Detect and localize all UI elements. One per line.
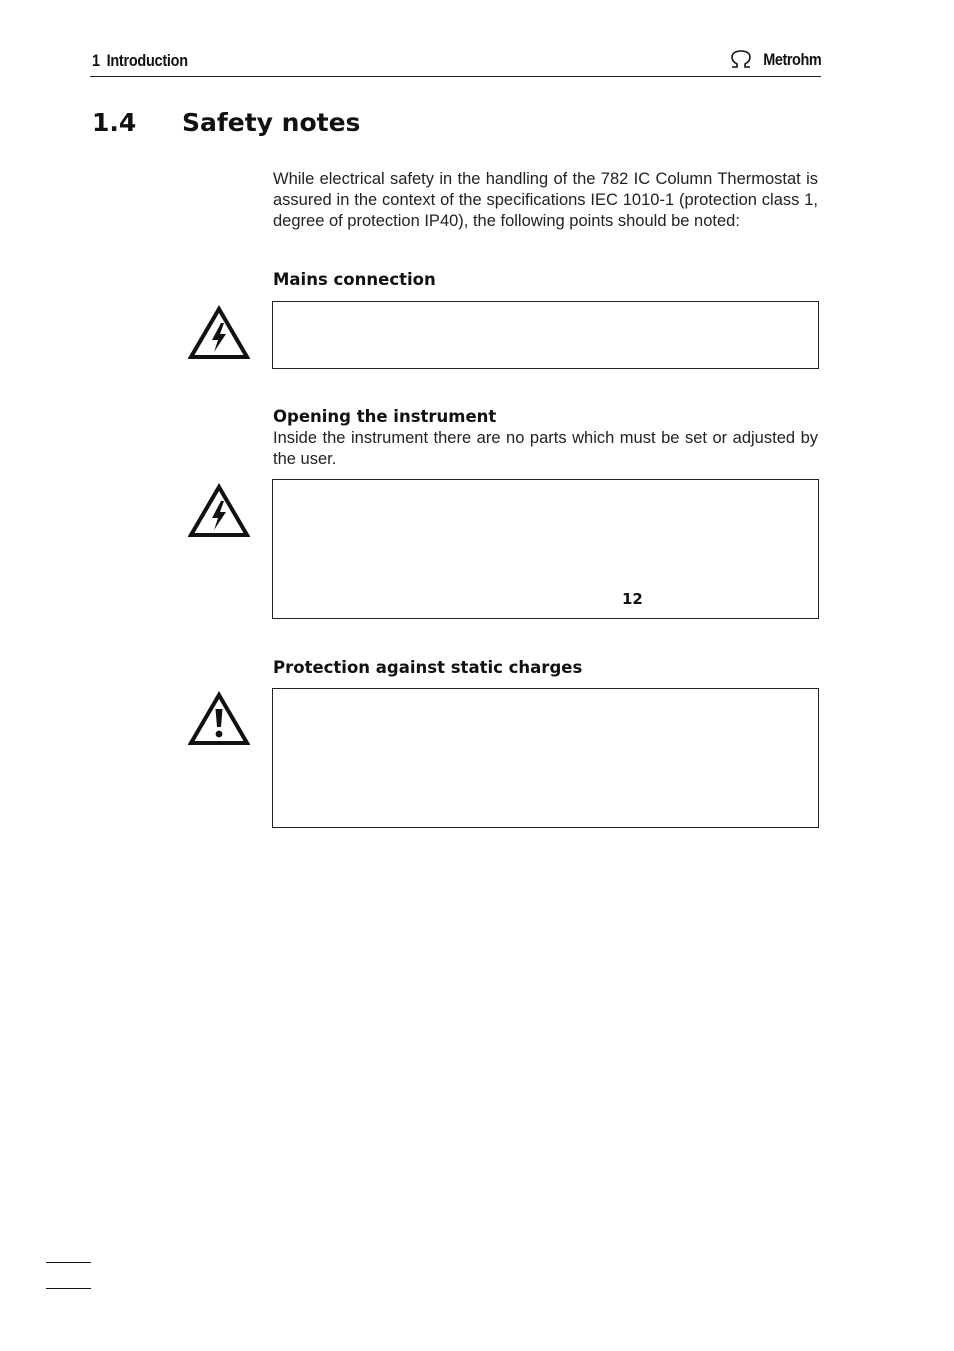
static-charges-heading: Protection against static charges — [273, 658, 583, 677]
section-heading — [92, 108, 360, 137]
page-header — [90, 48, 821, 77]
mains-connection-heading: Mains connection — [273, 270, 436, 289]
electrical-hazard-icon — [188, 483, 250, 539]
electrical-hazard-icon — [188, 305, 250, 361]
chapter-title: Introduction — [106, 51, 188, 70]
general-warning-icon — [188, 691, 250, 747]
page-reference: 12 — [622, 590, 643, 608]
static-warning-box — [272, 688, 819, 828]
section-number: 1.4 — [92, 108, 137, 137]
brand-name: Metrohm — [762, 50, 821, 69]
footer-rule-top — [46, 1262, 91, 1263]
intro-paragraph: While electrical safety in the handling of the 782 IC Column Thermostat is assured in the context of the specifications IEC 1010-1 (protection class 1, degree of protection IP40), the following points should be noted: — [273, 170, 818, 230]
opening-text: Inside the instrument there are no parts which must be set or adjusted by the user. — [273, 429, 818, 468]
footer-rule-bottom — [46, 1288, 91, 1289]
chapter-number: 1 — [92, 51, 100, 70]
omega-logo-icon — [730, 50, 752, 70]
opening-warning-box — [272, 479, 819, 619]
mains-warning-box — [272, 301, 819, 369]
section-title: Safety notes — [182, 108, 361, 137]
opening-heading: Opening the instrument — [273, 407, 497, 426]
chapter-label — [92, 51, 188, 71]
brand-logo — [730, 50, 821, 70]
